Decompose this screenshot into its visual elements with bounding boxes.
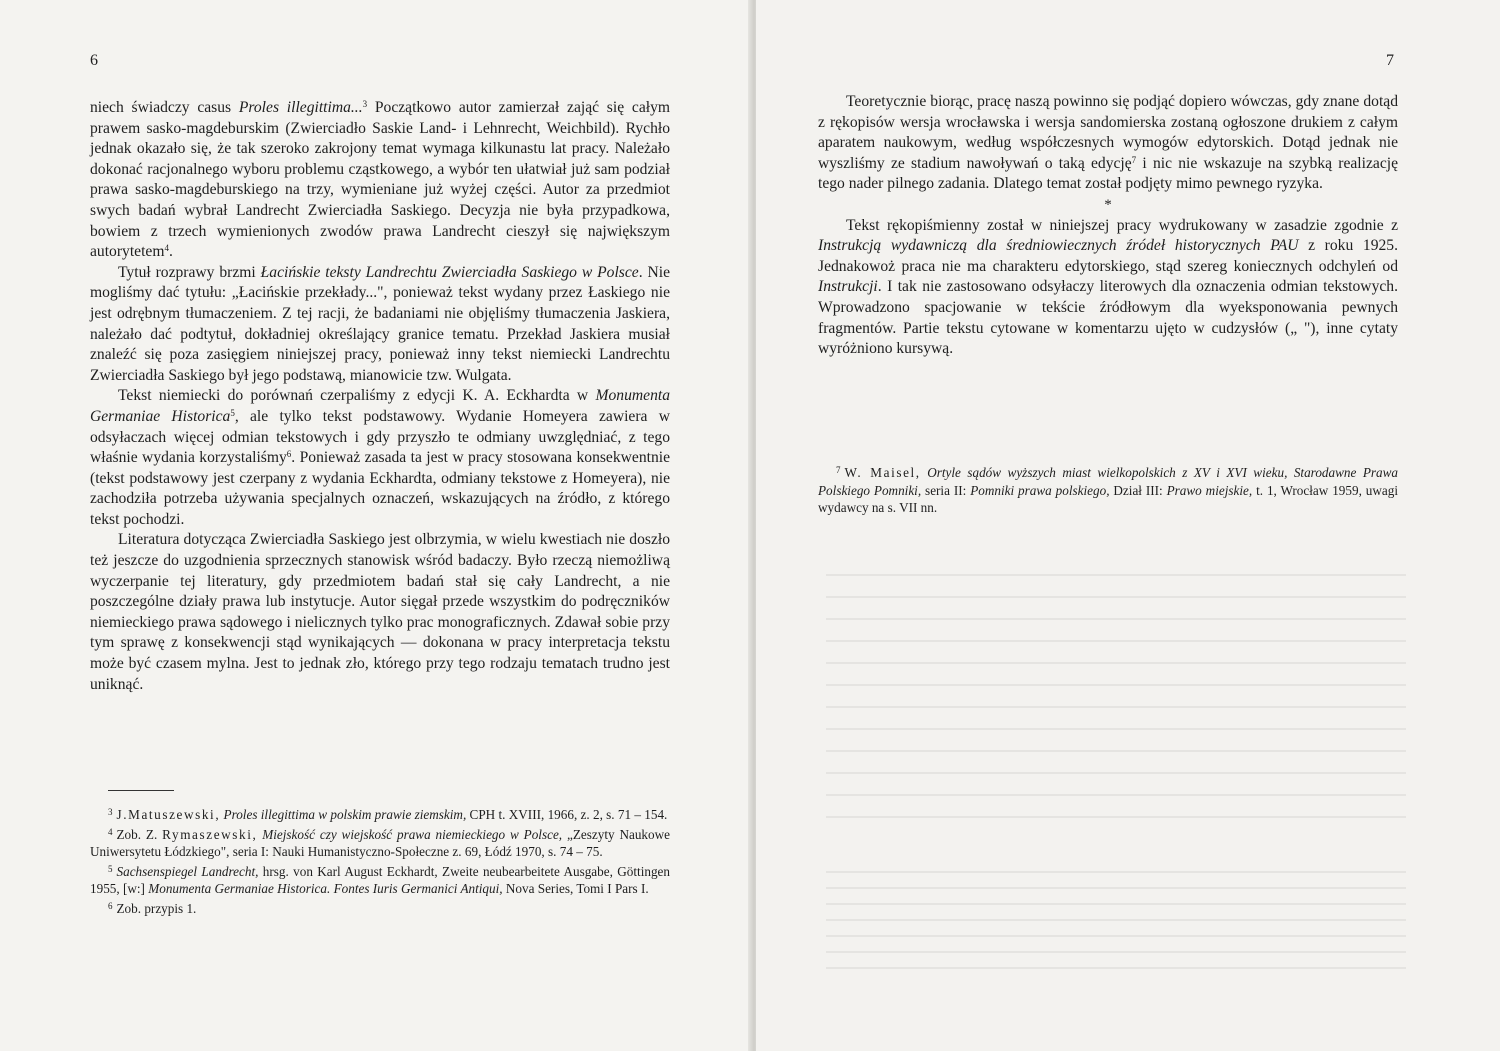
text-run: Tekst rękopiśmienny został w niniejszej pracy wydrukowany w zasadzie zgodnie z	[846, 216, 1398, 234]
paragraph-3	[90, 386, 670, 530]
text-run: .	[168, 243, 173, 261]
footnote-6	[90, 898, 670, 918]
footnote-7	[818, 462, 1398, 517]
footnote-5	[90, 861, 670, 898]
text-run: Początkowo autor zamierzał zająć się całym prawem sasko-magdeburskim (Zwierciadło Saskie Land- i Lehnrecht, Weichbild). Rychło jednak okazało się, że tak szeroko zakrojony temat wymaga kilkunastu lat pracy. Należało dokonać racjonalnego wyboru problemu cząstkowego, a wybór ten ułatwiał już sam podział prawa sasko-magdeburskiego na trzy, wymieniane już wyżej części. Autor za przedmiot swych badań wybrał Landrecht Zwierciadła Saskiego. Decyzja nie była przypadkowa, bowiem z trzech wymienionych zwodów prawa Landrecht cieszył się największym autorytetem	[90, 99, 670, 261]
page-number-right: 7	[1386, 52, 1394, 69]
italic-title: Monumenta Germaniae Historica	[90, 387, 670, 425]
italic-title: Łacińskie teksty Landrechtu Zwierciadła Saskiego w Polsce	[260, 263, 639, 281]
text-run: z roku 1925. Jednakowoż praca nie ma charakteru edytorskiego, stąd szereg koniecznych odchyleń od	[818, 237, 1398, 275]
footnote-title: Ortyle sądów wyższych miast wielkopolskich z XV i XVI wieku, Starodawne Prawa Polskiego Pomniki,	[818, 465, 1398, 498]
text-run: . I tak nie zastosowano odsyłaczy literowych dla oznaczenia odmian tekstowych. Wprowadzono spacjowanie w tekście źródłowym dla wyeksponowania pewnych fragmentów. Partie tekstu cytowane w komentarzu ujęto w cudzysłów („ "), inne cytaty wyróżniono kursywą.	[818, 278, 1398, 358]
footnote-ref-6[interactable]: 6	[286, 449, 292, 460]
italic-title: Instrukcją wydawniczą dla średniowiecznych źródeł historycznych PAU	[818, 237, 1299, 255]
paragraph-1	[818, 92, 1398, 195]
footnote-number: 7	[836, 465, 841, 475]
footnote-number: 3	[108, 807, 113, 817]
footnote-text: Zob. Z.	[116, 826, 163, 842]
footnote-3	[90, 804, 670, 824]
paragraph-2	[818, 216, 1398, 360]
footnote-author: W. Maisel,	[844, 465, 921, 480]
text-run: i nic nie wskazuje na szybką realizację tego nader pilnego zadania. Dlatego temat został podjęty mimo pewnego ryzyka.	[818, 154, 1398, 193]
footnote-title: Prawo miejskie,	[1166, 482, 1253, 498]
footnote-text: seria II:	[921, 482, 971, 498]
paragraph-2	[90, 263, 670, 387]
right-page-body	[818, 92, 1398, 360]
page-number-left: 6	[90, 52, 98, 69]
footnote-author: Rymaszewski,	[162, 826, 258, 842]
italic-title: Instrukcji	[818, 278, 878, 296]
footnote-text: hrsg. von Karl August Eckhardt, Zweite neubearbeitete Ausgabe, Göttingen 1955, [w:]	[90, 863, 670, 897]
footnote-ref-3[interactable]: 3	[362, 99, 368, 109]
text-run: Tekst niemiecki do porównań czerpaliśmy z edycji K. A. Eckhardta w	[118, 387, 596, 405]
left-page-body	[90, 98, 670, 695]
footnote-title: Pomniki prawa polskiego,	[970, 482, 1110, 498]
bleed-through	[826, 560, 1406, 820]
footnote-divider	[108, 790, 174, 791]
footnote-number: 5	[108, 863, 113, 874]
right-footnotes	[818, 462, 1398, 517]
section-separator: *	[1104, 196, 1112, 213]
footnote-author: J.Matuszewski,	[116, 807, 221, 822]
footnote-4	[90, 824, 670, 861]
left-footnotes	[90, 804, 670, 918]
footnote-title: Sachsenspiegel Landrecht,	[116, 863, 259, 879]
bleed-through	[826, 860, 1406, 970]
footnote-ref-7[interactable]: 7	[1131, 154, 1137, 165]
footnote-text: Dział III:	[1109, 482, 1167, 498]
paragraph-1	[90, 98, 670, 263]
footnote-ref-5[interactable]: 5	[230, 407, 235, 418]
footnote-text: t. 1, Wrocław 1959, uwagi wydawcy na s. VII nn.	[818, 482, 1398, 516]
text-run: , ale tylko tekst podstawowy. Wydanie Homeyera zawiera w odsyłaczach więcej odmian tekstowych i gdy przyszło te odmiany uwzględniać, z tego właśnie wydania korzystaliśmy	[90, 407, 670, 467]
footnote-number: 4	[108, 826, 113, 837]
footnote-text: „Zeszyty Naukowe Uniwersytetu Łódzkiego", seria I: Nauki Humanistyczno-Społeczne z. 69, Łódź 1970, s. 74 – 75.	[90, 826, 670, 860]
footnote-text: Zob. przypis 1.	[116, 900, 197, 916]
footnote-number: 6	[108, 900, 113, 911]
footnote-title: Miejskość czy wiejskość prawa niemieckiego w Polsce,	[262, 826, 563, 842]
text-run: . Nie mogliśmy dać tytułu: „Łacińskie przekłady...", ponieważ tekst wydany przez Łaskiego nie jest odrębnym tłumaczeniem. Z tej racji, że badaniami nie objęliśmy tłumaczenia Jaskiera, należało dać podtytuł, dokładniej określający granice tematu. Przekład Jaskiera musiał znaleźć się poza zasięgiem niniejszej pracy, ponieważ inny tekst niemiecki Landrechtu Zwierciadła Saskiego był jego podstawą, mianowicie tzw. Wulgata.	[90, 263, 671, 384]
paragraph-4: Literatura dotycząca Zwierciadła Saskiego jest olbrzymia, w wielu kwestiach nie doszło też jeszcze do uzgodnienia sprzecznych stanowisk wśród badaczy. Było rzeczą niemożliwą wyczerpanie tej literatury, gdy przedmiotem badań stał się cały Landrecht, a nie poszczególne działy prawa lub instytucje. Autor sięgał przede wszystkim do podręczników niemieckiego prawa sądowego i nielicznych tylko prac monograficznych. Zdawał sobie przy tym sprawę z konsekwencji stąd wynikających — dokonana w pracy interpretacja tekstu może być czasem mylna. Jest to jednak zło, którego przy tego rodzaju tematach trudno jest uniknąć.	[90, 531, 670, 693]
text-run: Teoretycznie biorąc, pracę naszą powinno się podjąć dopiero wówczas, gdy znane dotąd z rękopisów wersja wrocławska i wersja sandomierska zostaną ogłoszone drukiem z całym aparatem naukowym, według współczesnych wymogów edytorskich. Dotąd jednak nie wyszliśmy ze stadium nawoływań o taką edycję	[818, 93, 1398, 172]
footnote-title: Proles illegittima w polskim prawie ziemskim,	[223, 807, 467, 822]
text-run: . Ponieważ zasada ta jest w pracy stosowana konsekwentnie (tekst podstawowy jest czerpany z wydania Eckhardta, odmiany tekstowe z Homeyera), nie zachodziła potrzeba używania specjalnych oznaczeń, wskazujących na źródło, z którego tekst pochodzi.	[90, 449, 671, 528]
footnote-title: Monumenta Germaniae Historica. Fontes Iuris Germanici Antiqui,	[148, 881, 503, 897]
ellipsis: ...	[350, 99, 363, 116]
text-run: niech świadczy casus	[90, 99, 239, 116]
footnote-text: CPH t. XVIII, 1966, z. 2, s. 71 – 154.	[466, 807, 668, 822]
right-page	[756, 0, 1500, 1051]
footnote-text: Nova Series, Tomi I Pars I.	[502, 881, 649, 897]
text-run: Tytuł rozprawy brzmi	[118, 263, 261, 281]
italic-title: Proles illegittima	[238, 99, 351, 116]
footnote-ref-4[interactable]: 4	[164, 243, 169, 254]
